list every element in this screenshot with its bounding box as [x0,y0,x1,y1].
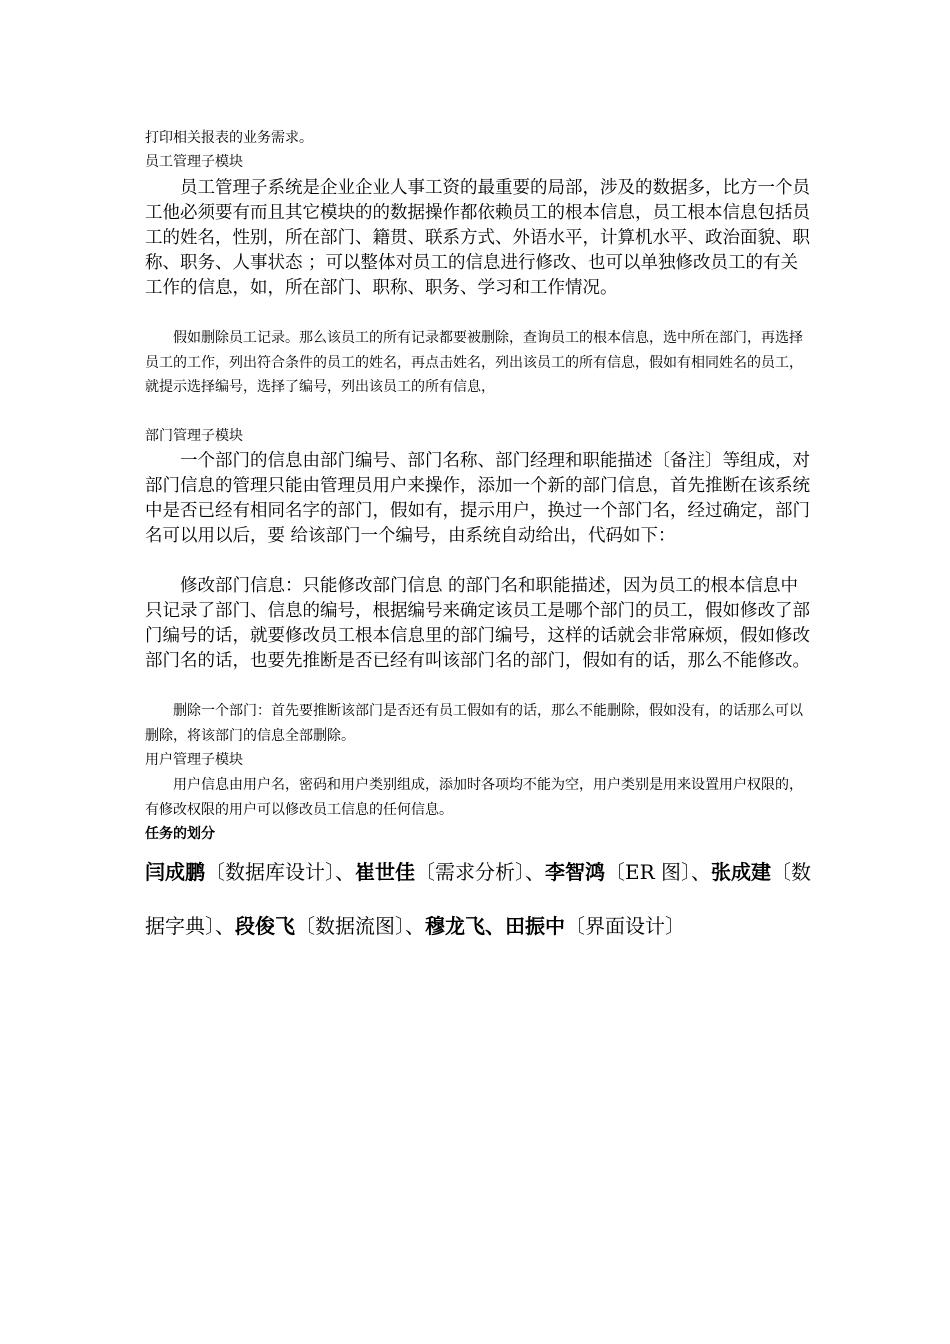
separator: 、 [215,914,235,938]
separator: 、 [405,914,425,938]
paragraph-department-delete: 删除一个部门：首先要推断该部门是否还有员工假如有的话，那么不能删除，假如没有，的话那么可以删除，将该部门的信息全部删除。 [145,703,803,744]
paragraph-user: 用户信息由用户名，密码和用户类别组成，添加时各项均不能为空，用户类别是用来设置用户权限的，有修改权限的用户可以修改员工信息的任何信息。 [145,777,803,818]
member-role: 〔数据字典〕 [145,860,812,938]
member-name: 段俊飞 [235,914,295,938]
paragraph-department-add: 一个部门的信息由部门编号、部门名称、部门经理和职能描述〔备注〕等组成，对部门信息的管理只能由管理员用户来操作，添加一个新的部门信息，首先推断在该系统中是否已经有相同名字的部门，假如有，提示用户，换过一个部门名，经过确定，部门名可以用以后，要 给该部门一个编号，由系统自动给出，代码如下： [145,451,810,546]
member-role: 〔界面设计〕 [565,914,685,938]
paragraph-employee-overview: 员工管理子系统是企业企业人事工资的最重要的局部，涉及的数据多，比方一个员工他必须要有而且其它模块的的数据操作都依赖员工的根本信息，员工根本信息包括员工的姓名，性别，所在部门、籍贯、联系方式、外语水平，计算机水平、政治面貌、职称、职务、人事状态 ；可以整体对员工的信息进行修改、也可以单独修改员工的有关工作的信息，如，所在部门、职称、职务、学习和工作情况。 [145,178,810,298]
section-heading-user: 用户管理子模块 [145,752,243,768]
text-line: 打印相关报表的业务需求。 [145,130,313,146]
member-role: 〔数据库设计〕 [205,860,335,884]
task-assignment [145,845,815,953]
member-name: 张成建 [711,860,772,884]
separator: 、 [525,860,545,884]
separator: 、 [335,860,355,884]
section-heading-department: 部门管理子模块 [145,428,243,444]
member-name: 崔世佳 [355,860,415,884]
paragraph-department-edit: 修改部门信息：只能修改部门信息 的部门名和职能描述，因为员工的根本信息中只记录了部门、信息的编号，根据编号来确定该员工是哪个部门的员工，假如修改了部门编号的话，就要修改员工根本信息里的部门编号，这样的话就会非常麻烦，假如修改部门名的话，也要先推断是否已经有叫该部门名的部门，假如有的话，那么不能修改。 [145,576,810,671]
member-name: 李智鸿 [545,860,605,884]
paragraph-employee-delete: 假如删除员工记录。那么该员工的所有记录都要被删除，查询员工的根本信息，选中所在部门，再选择员工的工作，列出符合条件的员工的姓名，再点击姓名，列出该员工的所有信息，假如有相同姓名的员工，就提示选择编号，选择了编号，列出该员工的所有信息， [145,330,803,395]
member-role: 〔数据流图〕 [295,914,405,938]
member-name: 穆龙飞、田振中 [425,914,565,938]
member-role: 〔需求分析〕 [415,860,525,884]
section-heading-tasks: 任务的划分 [145,826,215,842]
member-role: 〔ER 图〕 [605,860,692,884]
section-heading-employee: 员工管理子模块 [145,154,243,170]
separator: 、 [691,860,712,884]
member-name: 闫成鹏 [145,860,205,884]
